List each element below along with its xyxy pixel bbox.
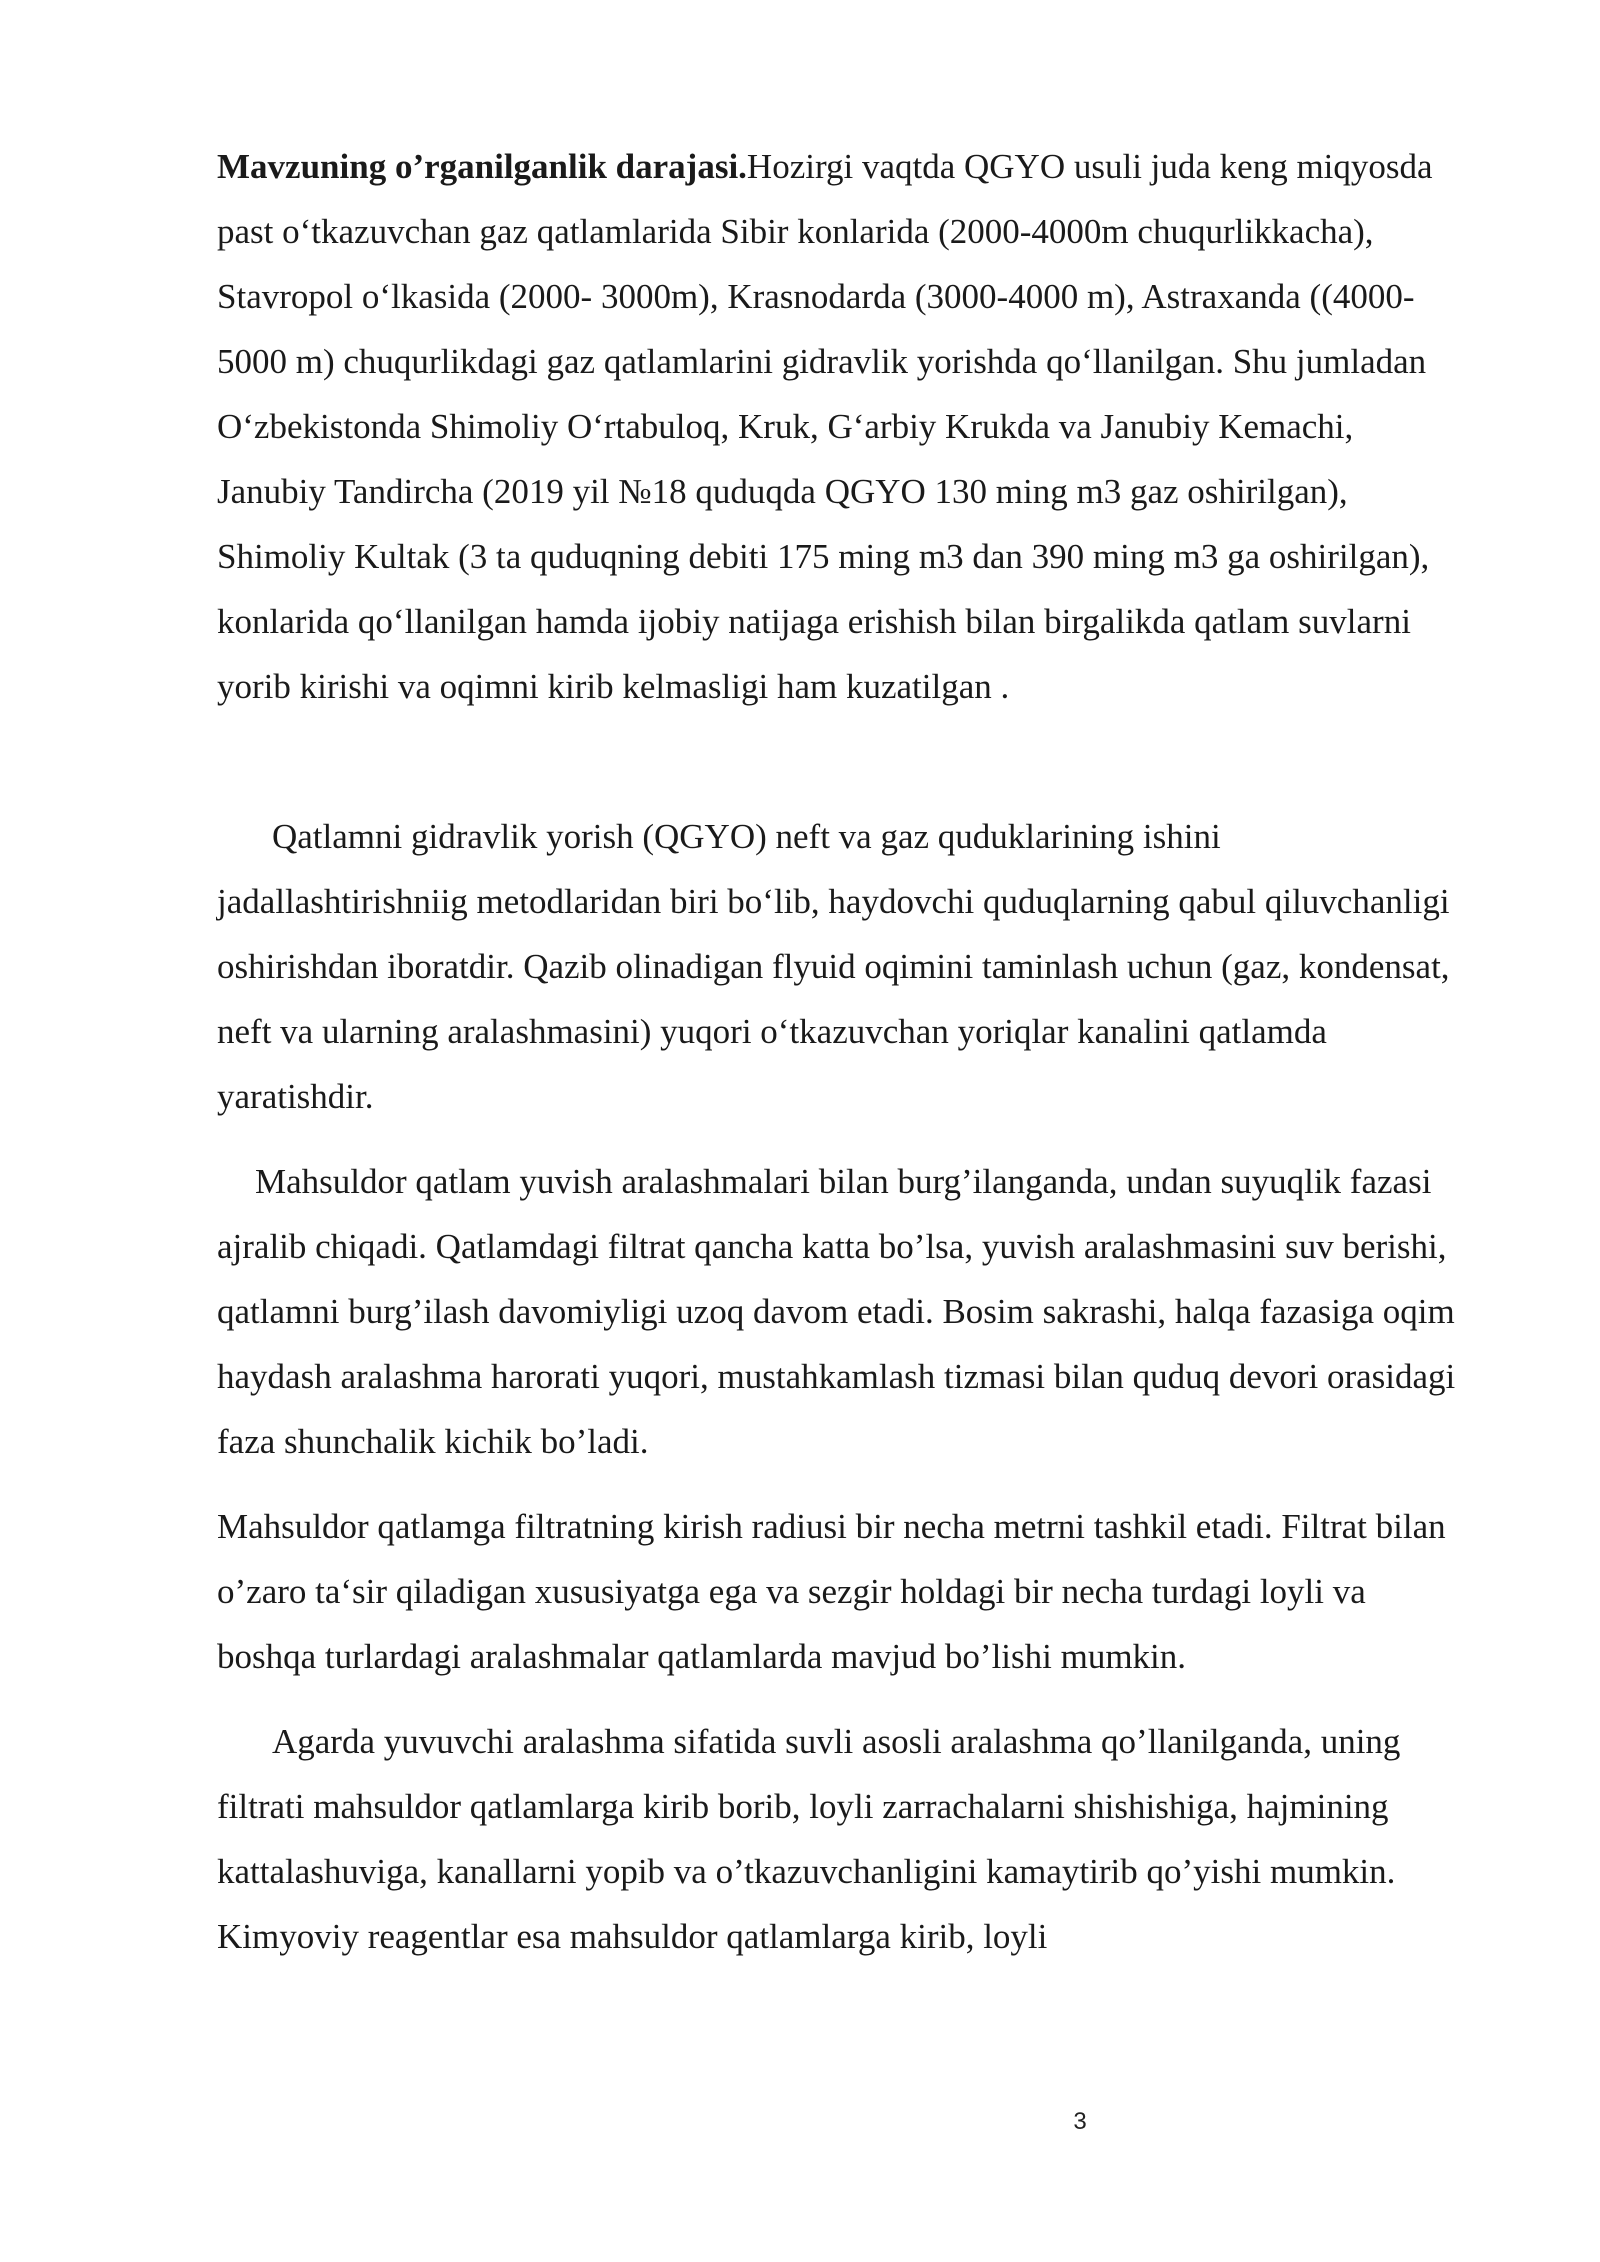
- paragraph-filtrate-radius: Mahsuldor qatlamga filtratning kirish radiusi bir necha metrni tashkil etadi. Filtrat bilan o’zaro ta‘sir qiladigan xususiyatga ega va sezgir holdagi bir necha turdagi loyli va boshqa turlardagi aralashmalar qatlamlarda mavjud bo’lishi mumkin.: [217, 1507, 1446, 1676]
- page-body: [217, 134, 1467, 1969]
- paragraph-drilling-filtrate: Mahsuldor qatlam yuvish aralashmalari bilan burg’ilanganda, undan suyuqlik fazasi ajralib chiqadi. Qatlamdagi filtrat qancha katta bo’lsa, yuvish aralashmasini suv berishi, qatlamni burg’ilash davomiyligi uzoq davom etadi. Bosim sakrashi, halqa fazasiga oqim haydash aralashma harorati yuqori, mustahkamlash tizmasi bilan quduq devori orasidagi faza shunchalik kichik bo’ladi.: [217, 1162, 1456, 1461]
- paragraph-text: Hozirgi vaqtda QGYO usuli juda keng miqyosda past o‘tkazuvchan gaz qatlamlarida Sibir konlarida (2000-4000m chuqurlikkacha), Stavropol o‘lkasida (2000- 3000m), Krasnodarda (3000-4000 m), Astraxanda ((4000-5000 m) chuqurlikdagi gaz qatlamlarini gidravlik yorishda qo‘llanilgan. Shu jumladan O‘zbekistonda Shimoliy O‘rtabuloq, Kruk, G‘arbiy Krukda va Janubiy Kemachi, Janubiy Tandircha (2019 yil №18 quduqda QGYO 130 ming m3 gaz oshirilgan), Shimoliy Kultak (3 ta quduqning debiti 175 ming m3 dan 390 ming m3 ga oshirilgan), konlarida qo‘llanilgan hamda ijobiy natijaga erishish bilan birgalikda qatlam suvlarni yorib kirishi va oqimni kirib kelmasligi ham kuzatilgan .: [217, 147, 1433, 706]
- paragraph-lead-heading: Mavzuning o’rganilganlik darajasi.: [217, 147, 747, 186]
- paragraph-water-based-mud: Agarda yuvuvchi aralashma sifatida suvli asosli aralashma qo’llanilganda, uning filtrati mahsuldor qatlamlarga kirib borib, loyli zarrachalarni shishishiga, hajmining kattalashuviga, kanallarni yopib va o’tkazuvchanligini kamaytirib qo’yishi mumkin. Kimyoviy reagentlar esa mahsuldor qatlamlarga kirib, loyli: [217, 1722, 1401, 1956]
- paragraph-hydraulic-fracturing: Qatlamni gidravlik yorish (QGYO) neft va gaz quduklarining ishini jadallashtirishniig metodlaridan biri bo‘lib, haydovchi quduqlarning qabul qiluvchanligi oshirishdan iboratdir. Qazib olinadigan flyuid oqimini taminlash uchun (gaz, kondensat, neft va ularning aralashmasini) yuqori o‘tkazuvchan yoriqlar kanalini qatlamda yaratishdir.: [217, 817, 1450, 1116]
- paragraph-study-level: [217, 134, 1467, 784]
- page-number: 3: [1073, 2108, 1087, 2135]
